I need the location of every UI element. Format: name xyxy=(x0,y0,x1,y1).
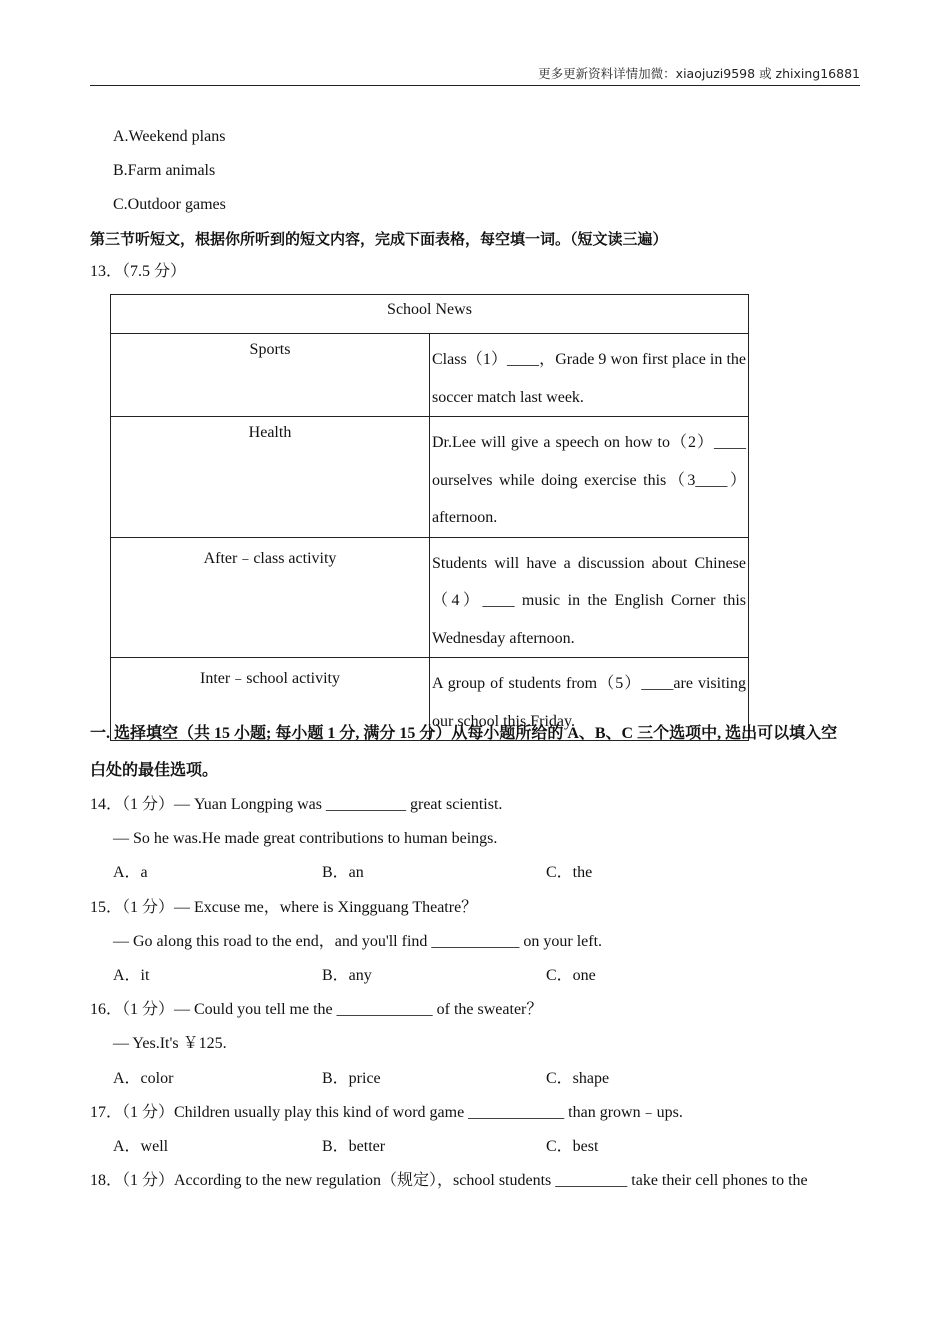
q17-option-c: C．best xyxy=(546,1138,599,1155)
q16-option-c: C．shape xyxy=(546,1070,610,1087)
content-text: A group of students from（5）____are visiting our school this Friday. xyxy=(432,675,746,730)
q16-option-a: A．color xyxy=(113,1070,174,1087)
q13-label: 13．（7.5 分） xyxy=(90,263,187,280)
q14-option-b: B．an xyxy=(322,864,364,881)
option-prev-a: A.Weekend plans xyxy=(113,128,226,145)
table-row-content xyxy=(430,537,749,658)
option-prev-b: B.Farm animals xyxy=(113,162,216,179)
table-row-topic: Health xyxy=(111,417,430,538)
q16-stem: 16．（1 分）— Could you tell me the ____________ of the sweater？ xyxy=(90,1001,543,1018)
q16-option-b: B．price xyxy=(322,1070,381,1087)
part1-heading-line2: 白处的最佳选项。 xyxy=(90,762,219,779)
table-row-topic: Sports xyxy=(111,334,430,417)
school-news-table xyxy=(110,294,749,741)
q18-stem: 18．（1 分）According to the new regulation（规定），school students _________ take their cell phones to the xyxy=(90,1172,808,1189)
q14-option-a: A．a xyxy=(113,864,148,881)
table-row-content xyxy=(430,334,749,417)
table-row-topic: After﹣class activity xyxy=(111,537,430,658)
option-prev-c: C.Outdoor games xyxy=(113,196,226,213)
q15-stem: 15．（1 分）— Excuse me，where is Xingguang Theatre？ xyxy=(90,899,478,916)
table-row-topic: Inter﹣school activity xyxy=(111,658,430,741)
header-divider xyxy=(90,85,860,86)
content-text: Class（1）____，Grade 9 won first place in the soccer match last week. xyxy=(432,351,746,406)
content-text: Dr.Lee will give a speech on how to（2）____ ourselves while doing exercise this（3____） afternoon. xyxy=(432,434,746,526)
q14-option-c: C．the xyxy=(546,864,593,881)
table-title: School News xyxy=(111,295,749,334)
q15-option-b: B．any xyxy=(322,967,372,984)
q17-stem: 17．（1 分）Children usually play this kind of word game ____________ than grown﹣ups. xyxy=(90,1104,683,1121)
section3-instruction: 第三节听短文，根据你所听到的短文内容，完成下面表格，每空填一词。（短文读三遍） xyxy=(90,230,668,248)
q17-option-b: B．better xyxy=(322,1138,386,1155)
q17-option-a: A．well xyxy=(113,1138,169,1155)
page-header: 更多更新资料详情加微：xiaojuzi9598 或 zhixing16881 xyxy=(538,66,860,81)
q16-reply: — Yes.It's ￥125. xyxy=(113,1035,227,1052)
content-text: Students will have a discussion about Chinese（4）____ music in the English Corner this Wednesday afternoon. xyxy=(432,554,746,647)
q15-option-a: A．it xyxy=(113,967,150,984)
q14-stem: 14．（1 分）— Yuan Longping was __________ great scientist. xyxy=(90,796,503,813)
q15-option-c: C．one xyxy=(546,967,596,984)
q14-reply: — So he was.He made great contributions to human beings. xyxy=(113,830,498,847)
table-row-content xyxy=(430,417,749,538)
q15-reply: — Go along this road to the end，and you'll find ___________ on your left. xyxy=(113,933,603,950)
part1-heading-line1: 一. 选择填空（共 15 小题; 每小题 1 分, 满分 15 分）从每小题所给的 A、B、C 三个选项中, 选出可以填入空 xyxy=(90,725,838,742)
